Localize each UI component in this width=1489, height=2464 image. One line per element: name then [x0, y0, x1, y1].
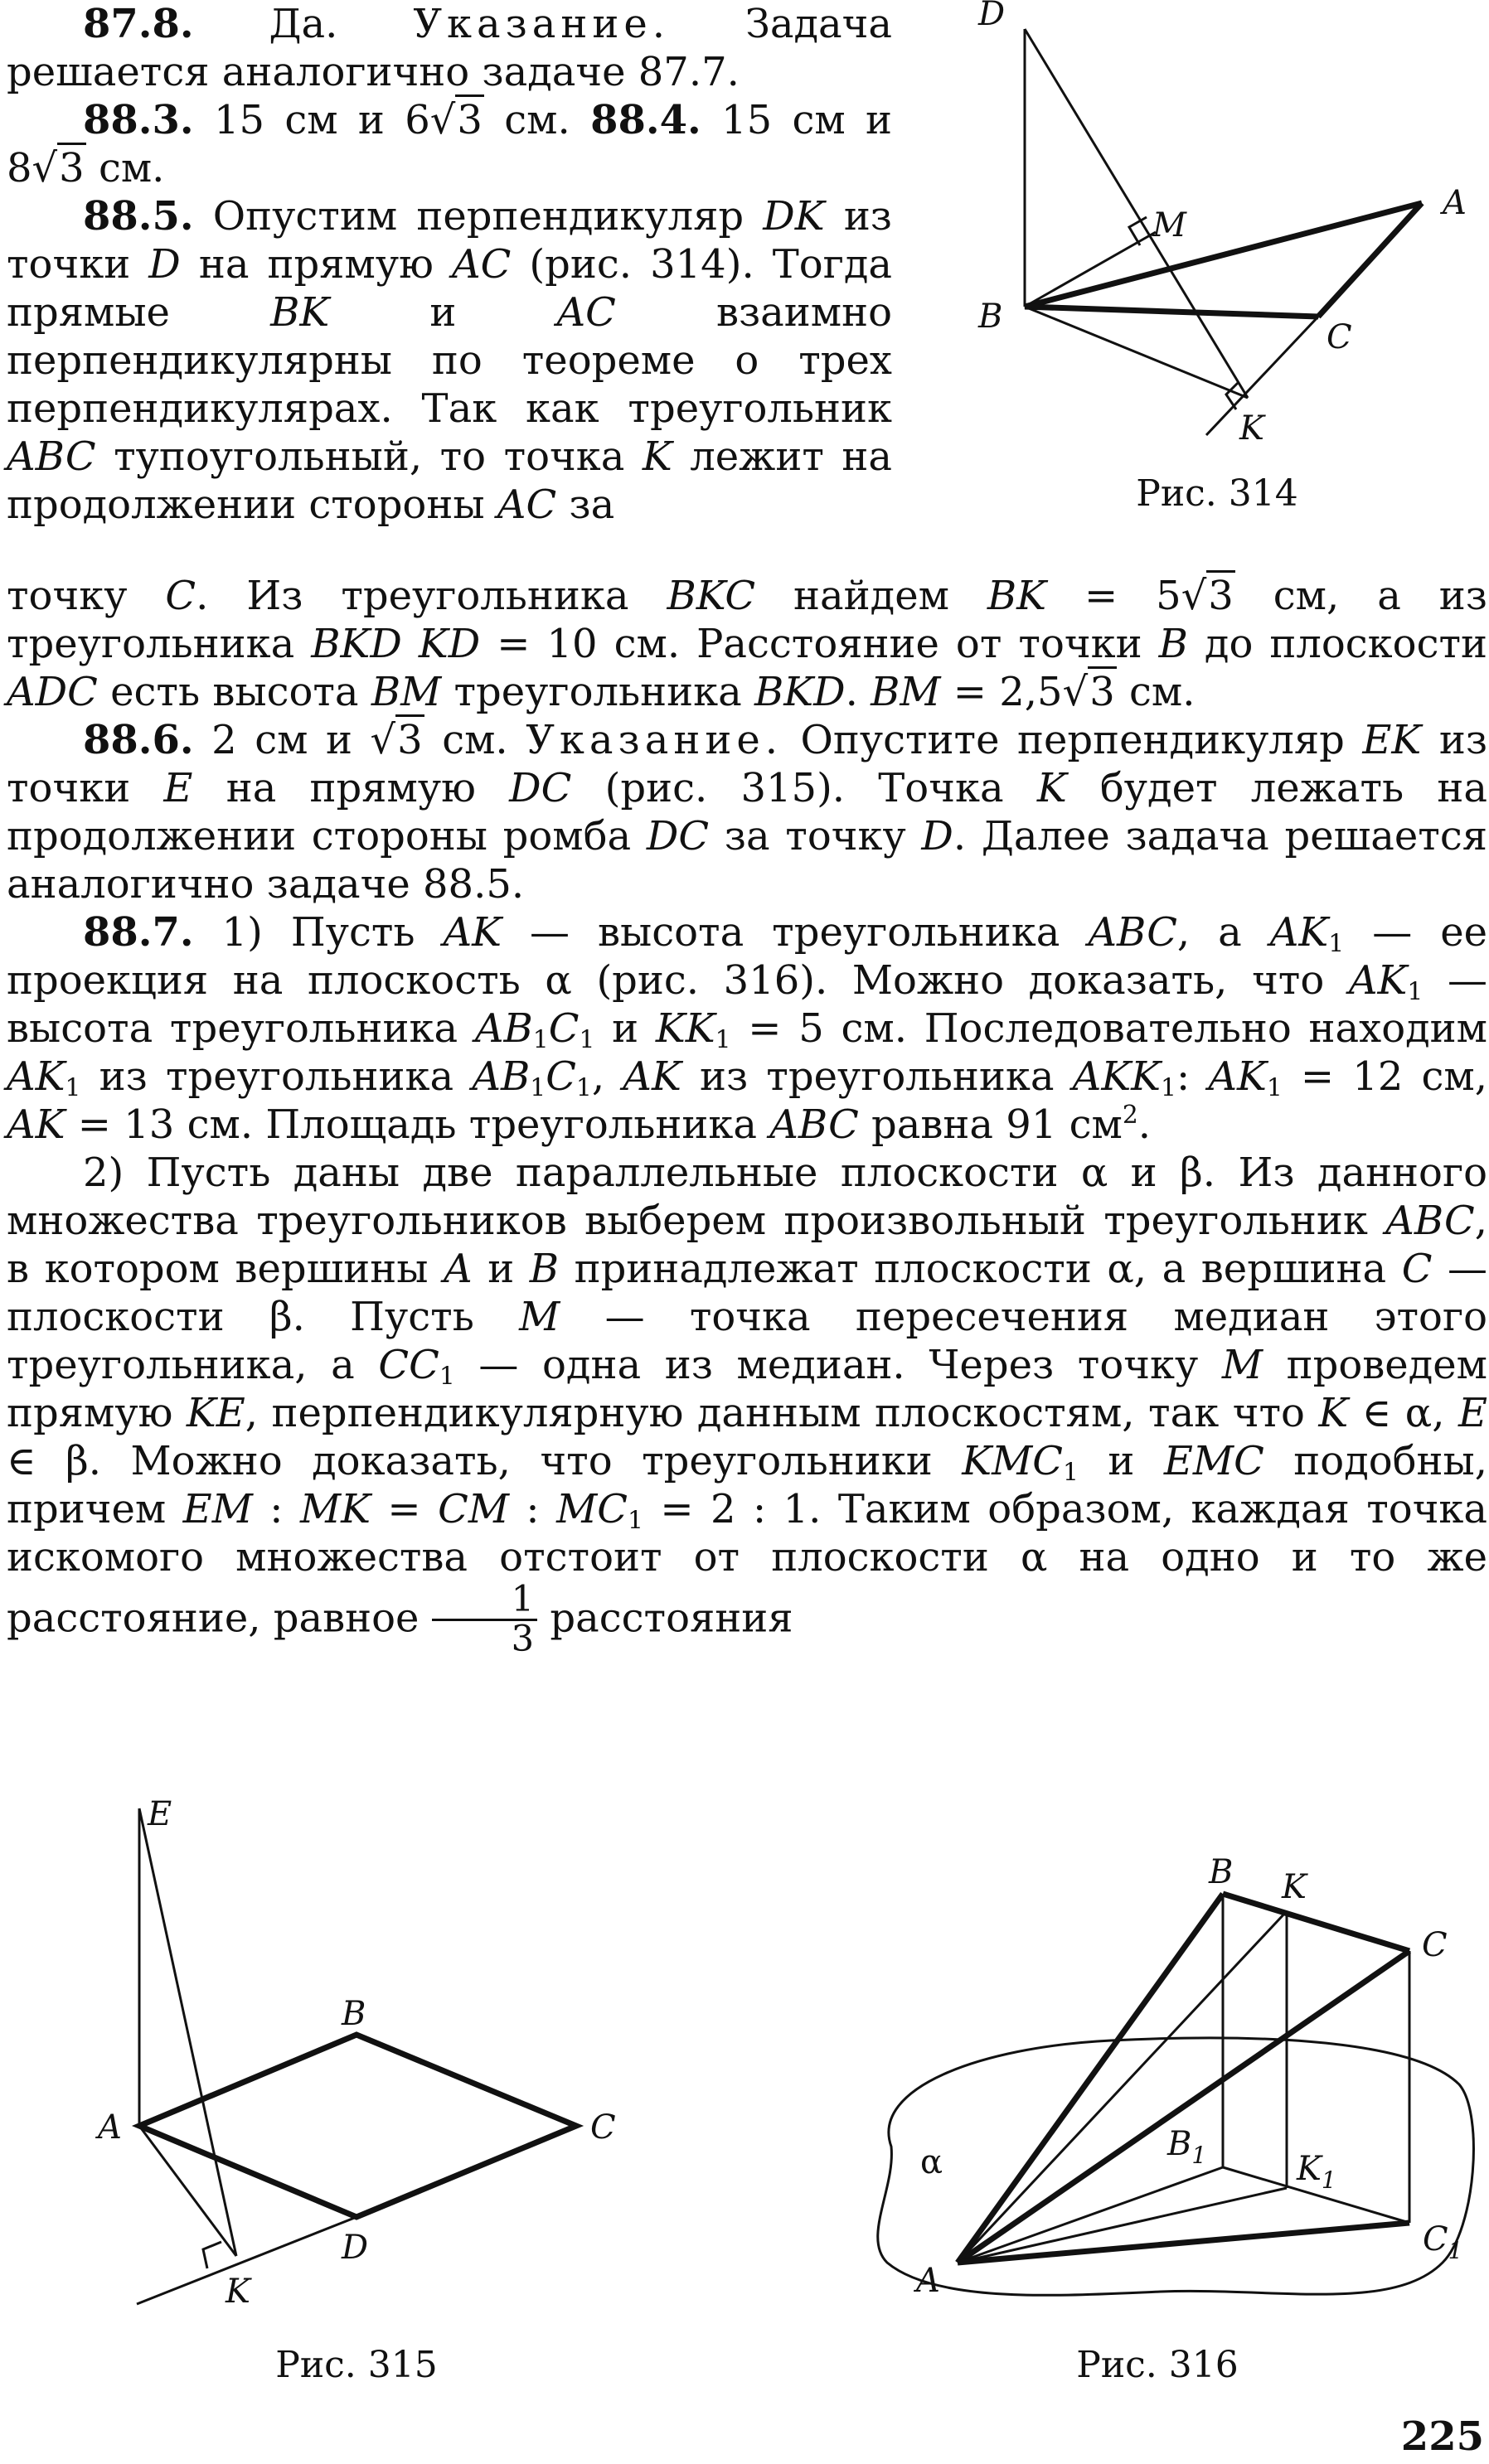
segment-BA	[1025, 203, 1422, 307]
label-A: A	[916, 2262, 940, 2300]
answer-88-7-part2: 2) Пусть даны две параллельные плоскости α и β. Из данного множества треугольников выберем произвольный треугольник ABC, в котором вершины A и B принадлежат плоскости α, а вершина C — плоскости β. Пусть M — точка пересечения медиан этого треугольника, а $CC_1$ — одна из медиан. Через точку M проведем прямую KE, перпендикулярную данным плоскостям, так что K ∈ α, E ∈ β. Можно доказать, что треугольники $KMC_1$ и EMC подобны, причем EM : MK = CM : $MC_1 = 2$ : 1. Таким образом, каждая точка искомого множества отстоит от плоскости α на одно и то же расстояние, равное $\frac{1}{3}$ расстояния	[7, 1150, 1488, 1661]
label-A: A	[1443, 184, 1467, 222]
right-angle-M	[1129, 217, 1147, 245]
answer-88-3: 88.3. 15 см и 6√3 см. 88.4. 15 см и 8√3 см.	[7, 96, 892, 192]
label-D: D	[342, 2229, 369, 2267]
answer-88-5: 88.5. Опустим перпендикуляр DK из точки D на прямую AC (рис. 314). Тогда прямые BK и AC взаимно перпендикулярны по теореме о трех перпендикулярах. Так как треугольник ABC тупоугольный, то точка K лежит на продолжении стороны AC за	[7, 193, 893, 528]
figure-315	[83, 1798, 663, 2329]
segment-AC	[1318, 203, 1422, 317]
rhombus-ABCD	[139, 2035, 576, 2217]
figure-314-drawing	[953, 0, 1489, 464]
label-B: B	[1209, 1853, 1234, 1891]
answer-88-5-continued: точку C. Из треугольника BKC найдем BK = 5√3 см, а из треугольника BKD KD = 10 см. Расстояние от точки B до плоскости ADC есть высота BM треугольника BKD. BM = 2,5√3 см.	[7, 572, 1487, 716]
segment-BC	[1223, 1894, 1409, 1951]
figure-316	[812, 1798, 1489, 2329]
label-C1: $C_1$	[1423, 2220, 1463, 2264]
sqrt-sign: √3	[32, 143, 86, 191]
figure-316-drawing	[812, 1798, 1489, 2329]
narrow-column	[7, 0, 892, 529]
label-alpha: α	[920, 2143, 943, 2181]
label-A: A	[98, 2108, 122, 2147]
label-M: M	[1152, 206, 1186, 244]
label-K: K	[1282, 1868, 1307, 1906]
right-angle-K	[1226, 383, 1238, 409]
segment-AC1	[958, 2223, 1409, 2263]
sqrt-sign: √3	[1063, 666, 1117, 715]
label-K1: $K_1$	[1297, 2150, 1336, 2194]
label-B1: $B_1$	[1167, 2125, 1207, 2169]
segment-AB	[958, 1894, 1223, 2263]
hint-label: Указание.	[526, 717, 783, 763]
label-C: C	[590, 2108, 616, 2147]
label-C: C	[1327, 318, 1352, 356]
label-C: C	[1422, 1926, 1448, 1964]
fraction-one-third: $\frac{1}{3}$	[432, 1581, 537, 1659]
figure-315-drawing	[83, 1798, 663, 2329]
segment-AK	[958, 1911, 1287, 2263]
label-E: E	[148, 1798, 172, 1833]
figure-314	[953, 0, 1489, 464]
segment-BK	[1025, 307, 1248, 398]
wide-column	[7, 572, 1487, 1659]
hint-label: Указание.	[413, 1, 671, 47]
label-K: K	[1239, 409, 1264, 448]
figure-314-caption: Рис. 314	[1136, 472, 1298, 515]
segment-BC	[1025, 307, 1318, 317]
segment-DK	[1025, 29, 1248, 398]
answer-87-8: 87.8. Да. Указание. Задача решается аналогично задаче 87.7.	[7, 1, 892, 95]
answer-88-6: 88.6. 2 см и √3 см. Указание. Опустите перпендикуляр EK из точки E на прямую DC (рис. 315). Точка K будет лежать на продолжении стороны ромба DC за точку D. Далее задача решается аналогично задаче 88.5.	[7, 716, 1487, 908]
page-number: 225	[1400, 2413, 1484, 2460]
sqrt-sign: √3	[371, 714, 424, 763]
sqrt-sign: √3	[430, 94, 484, 143]
segment-AC	[958, 1951, 1409, 2263]
right-angle-K	[203, 2242, 221, 2268]
figure-316-caption: Рис. 316	[1076, 2344, 1239, 2386]
segment-BM	[1025, 232, 1156, 307]
label-D: D	[978, 0, 1006, 33]
sqrt-sign: √3	[1181, 570, 1235, 619]
answer-88-7-part1: 88.7. 1) Пусть AK — высота треугольника ABC, а $AK_1$ — ее проекция на плоскость α (рис. 316). Можно доказать, что $AK_1$ — высота треугольника $AB_1C_1$ и $KK_1 = 5$ см. Последовательно находим $AK_1$ из треугольника $AB_1C_1$, AK из треугольника $AKK_1$: $AK_1 = 12$ см, AK = 13 см. Площадь треугольника ABC равна 91 $см^2$.	[7, 909, 1488, 1148]
figure-315-caption: Рис. 315	[275, 2344, 438, 2386]
label-B: B	[342, 1995, 366, 2033]
label-K: K	[226, 2273, 250, 2311]
label-B: B	[978, 298, 1003, 336]
